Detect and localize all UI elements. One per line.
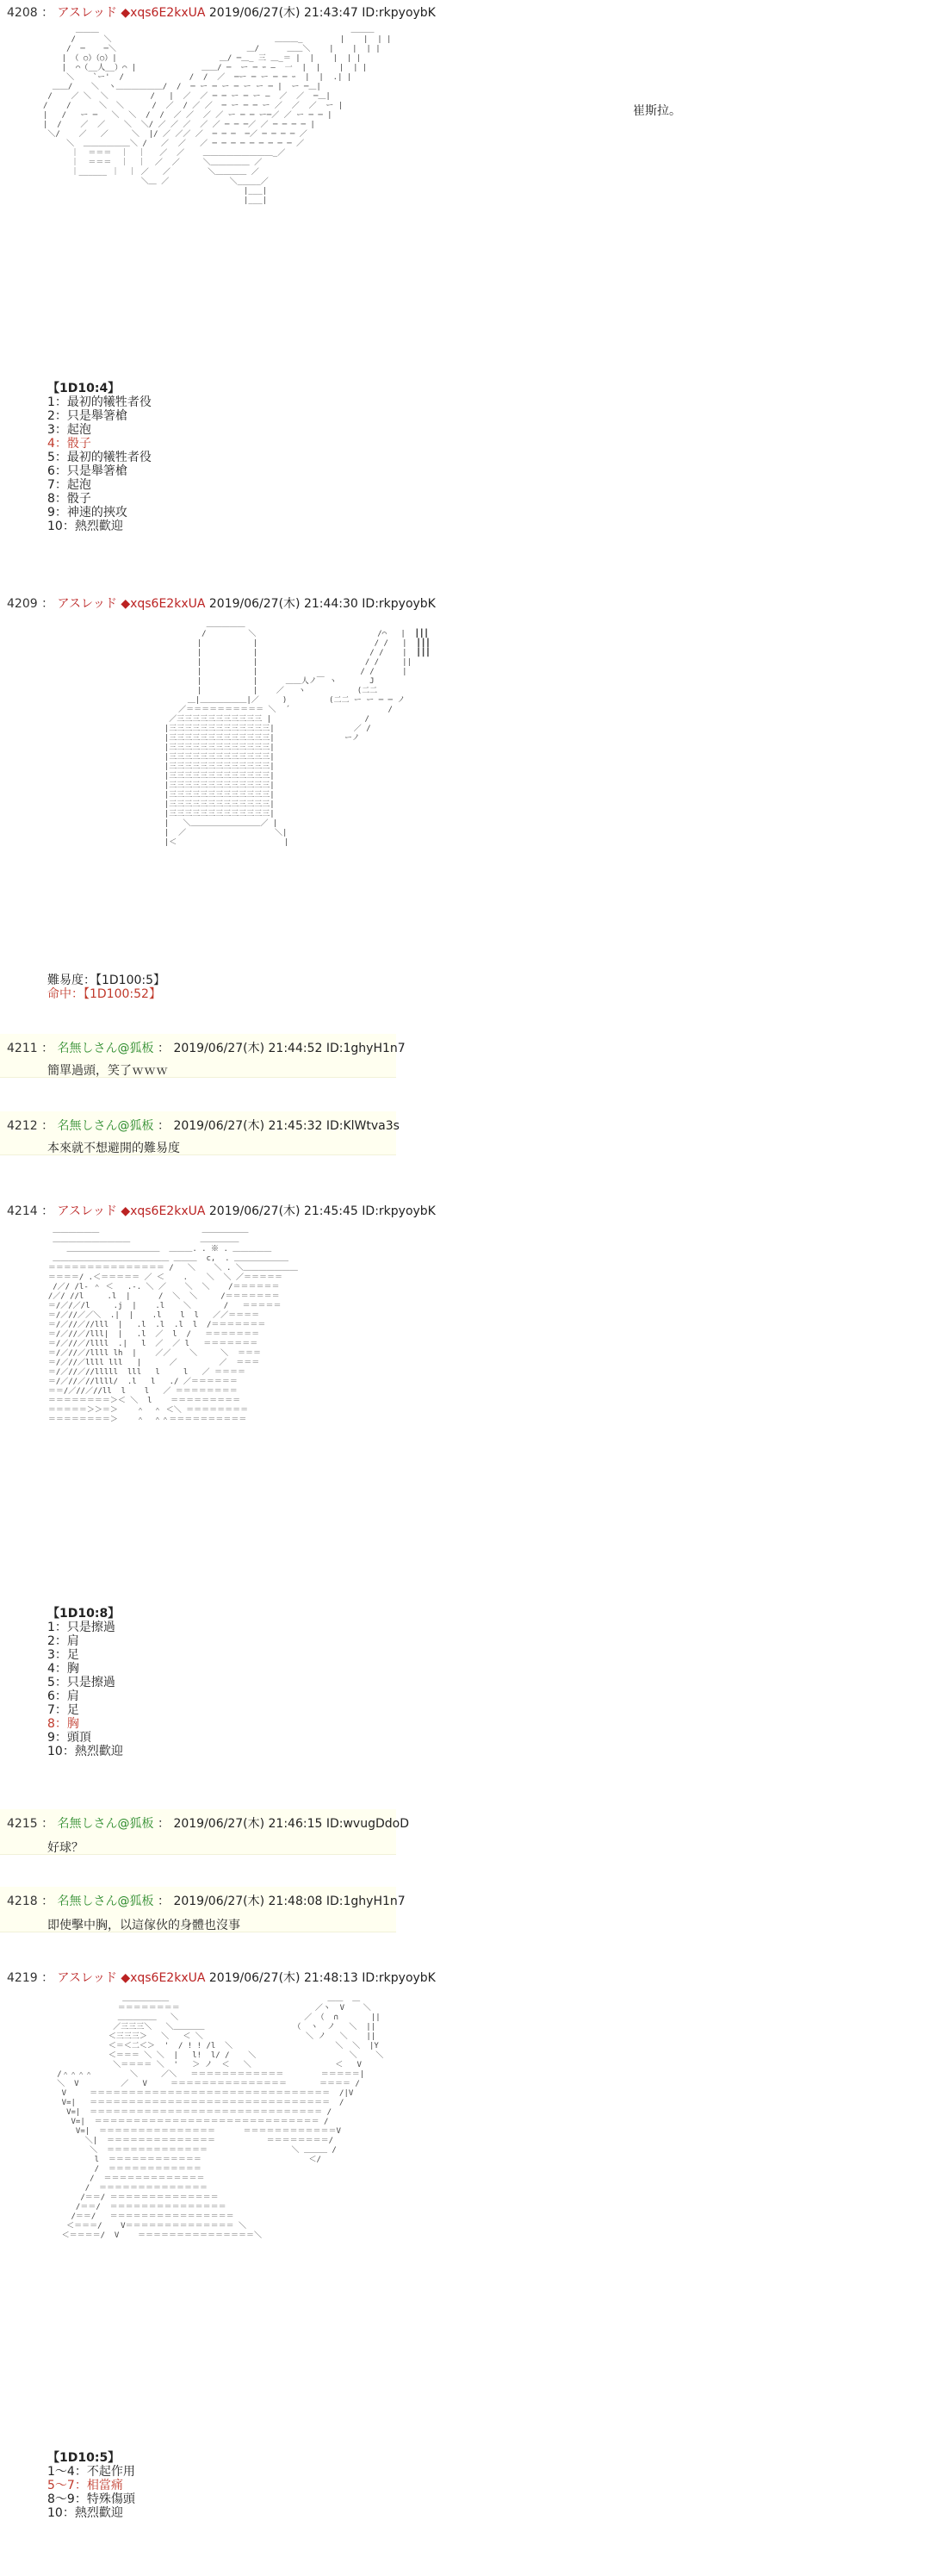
- poster-name: 名無しさん@狐板: [57, 1042, 154, 1055]
- poster-trip: ◆xqs6E2kxUA: [121, 597, 206, 611]
- list-item-highlighted: 4：骰子: [47, 437, 91, 451]
- poster-name: 名無しさん@狐板: [57, 1895, 154, 1908]
- post-number[interactable]: 4212: [7, 1119, 38, 1133]
- post-date: 2019/06/27(木) 21:48:08: [173, 1895, 323, 1908]
- poster-id[interactable]: ID:rkpyoybK: [362, 597, 436, 611]
- ascii-art: ＿＿＿＿＿＿ ＿＿ ＿ ＝＝＝＝＝＝＝＝ ／ヽ V ＼ ＿＿＿＿＿ ＼ ／ （ ∩ || ／三三三＼ ＼＿＿＿＿ （ ヽ ノ ＼ || ＜三三三＞ ＼ ＜ ＼ ＼ ノ ＼ || ＜＝＜二＜＞ ' / ! ! /l ＼ ＼ ＼ |Y ＜＝＝＝ ＼ ＼ | l! l/ / ＼ ＼ ＼ ＼＝＝＝＝ ＼ ' ＞ ノ ＜ ＼ ＜ V /＾＾＾＾ ＼ ／＼ ＝＝＝＝＝＝＝＝＝＝＝＝ ＝＝＝＝＝| ＼ V ／ V ＝＝＝＝＝＝＝＝＝＝＝＝＝＝＝ ＝＝＝＝ / V ＝＝＝＝＝＝＝＝＝＝＝＝＝＝＝＝＝＝＝＝＝＝＝＝＝＝＝＝＝＝＝ /|V V=| ＝＝＝＝＝＝＝＝＝＝＝＝＝＝＝＝＝＝＝＝＝＝＝＝＝＝＝＝＝＝＝ / V=| ＝＝＝＝＝＝＝＝＝＝＝＝＝＝＝＝＝＝＝＝＝＝＝＝＝＝＝＝＝＝ / V=| ＝＝＝＝＝＝＝＝＝＝＝＝＝＝＝＝＝＝＝＝＝＝＝＝＝＝＝＝＝ / V=| ＝＝＝＝＝＝＝＝＝＝＝＝＝＝＝ ＝＝＝＝＝＝＝＝＝＝＝＝V ＼| ＝＝＝＝＝＝＝＝＝＝＝＝＝＝ ＝＝＝＝＝＝＝＝/ ＼ ＝＝＝＝＝＝＝＝＝＝＝＝＝ ＼ ＿＿＿ / l ＝＝＝＝＝＝＝＝＝＝＝＝ ＜/ / ＝＝＝＝＝＝＝＝＝＝＝＝ / ＝＝＝＝＝＝＝＝＝＝＝＝＝ / ＝＝＝＝＝＝＝＝＝＝＝＝＝＝ /＝＝/ ＝＝＝＝＝＝＝＝＝＝＝＝＝＝ /＝＝/ ＝＝＝＝＝＝＝＝＝＝＝＝＝＝＝ /＝＝/ ＝＝＝＝＝＝＝＝＝＝＝＝＝＝＝＝ ＜＝＝＝/ V＝＝＝＝＝＝＝＝＝＝＝＝＝＝ ＼ ＜＝＝＝＝/ V ＝＝＝＝＝＝＝＝＝＝＝＝＝＝＝＼: [57, 1994, 384, 2240]
- list-item: 3：足: [47, 1648, 79, 1662]
- post-date: 2019/06/27(木) 21:48:13: [208, 1971, 358, 1985]
- list-item: 6：肩: [47, 1689, 79, 1703]
- post-body: 即使擊中胸，以這傢伙的身體也沒事: [47, 1919, 240, 1932]
- dice-result: 【1D10:4】: [47, 382, 121, 395]
- post-number[interactable]: 4219: [7, 1971, 38, 1985]
- list-item: 7：足: [47, 1703, 79, 1717]
- post-header: 4209 ： アスレッド ◆xqs6E2kxUA 2019/06/27(木) 21:44:30 ID:rkpyoybK: [7, 597, 436, 611]
- list-item-highlighted: 5～7：相當痛: [47, 2479, 123, 2492]
- post-header: 4215 ： 名無しさん@狐板 ： 2019/06/27(木) 21:46:15 ID:wvugDdoD: [7, 1817, 409, 1831]
- post-number[interactable]: 4214: [7, 1204, 38, 1218]
- list-item: 4：胸: [47, 1662, 79, 1676]
- hit-line: 命中：【1D100:52】: [47, 987, 161, 1001]
- poster-id[interactable]: ID:KlWtva3s: [326, 1119, 400, 1133]
- post-header: 4212 ： 名無しさん@狐板 ： 2019/06/27(木) 21:45:32 ID:KlWtva3s: [7, 1119, 400, 1133]
- difficulty-line: 難易度：【1D100:5】: [47, 974, 166, 987]
- dice-list: [47, 1607, 123, 1758]
- post-date: 2019/06/27(木) 21:44:30: [208, 597, 358, 611]
- list-item: 5：只是擦過: [47, 1676, 115, 1689]
- post-header: 4208 ： アスレッド ◆xqs6E2kxUA 2019/06/27(木) 21:43:47 ID:rkpyoybK: [7, 6, 436, 20]
- list-item: 5：最初的犧牲者役: [47, 451, 152, 464]
- side-caption: 崔斯拉。: [633, 104, 681, 118]
- poster-name: アスレッド: [57, 1971, 117, 1985]
- difficulty-lines: [47, 974, 165, 1001]
- poster-name: アスレッド: [57, 597, 117, 611]
- poster-id[interactable]: ID:rkpyoybK: [362, 1971, 436, 1985]
- poster-id[interactable]: ID:rkpyoybK: [362, 6, 436, 20]
- post-body: 簡單過頭，笑了ｗｗｗ: [47, 1064, 168, 1078]
- list-item: 3：起泡: [47, 423, 91, 437]
- list-item: 10：熱烈歡迎: [47, 520, 123, 533]
- post-number[interactable]: 4211: [7, 1042, 38, 1055]
- list-item: 10：熱烈歡迎: [47, 1745, 123, 1758]
- list-item: 2：只是舉箸槍: [47, 409, 127, 423]
- list-item: 8～9：特殊傷頭: [47, 2492, 135, 2506]
- list-item: 10：熱烈歡迎: [47, 2506, 123, 2520]
- post-number[interactable]: 4208: [7, 6, 38, 20]
- poster-trip: ◆xqs6E2kxUA: [121, 6, 206, 20]
- list-item: 1：只是擦過: [47, 1621, 115, 1634]
- dice-list: [47, 2451, 135, 2520]
- list-item: 9：神速的挾攻: [47, 506, 127, 520]
- ascii-art: ＿＿＿ ＿＿＿ / ＼ ＿＿＿_ | | | | / ─ ─＼ ＿/ ＿＿＼ | | | | | （ ○）（○）| ＿/ ─＿_ 三 ＿_＝ | | | | | | ⌒（__人__）⌒ | ＿＿/ ─ ー ─ ｰ ― 一 | | | | | ＼ `ー' / / / ／ ─ー ─ ー ─ ─ ｰ | | .| | ＿＿/ ＼ ヽ＿＿＿＿＿＿/ / ─ ー ─ ー ─ ー ー ─ | ー ─＿| / ／ ＼ ＼ / | ／ ／ ─ ─ ー ─ ー ― ／ ／ ─＿| / / ＼ ＼ / ／ / ／ ／ ─ ー ─ ─ ー ／ ／ ／ ー | | / ー ─ ＼ ＼ / / ／ ／ ／ ／ ー ─ ─ ー─／ ／ ー ─ ─ | | / ／ ／ ＼ ＼/ ／ ／ ／ ／ ／ ─ ─ ─／ ／ ─ ─ ─ ─ | ＼/ ／ ／ ＼ |/ ／ ／／ ／ ─ ─ ─ ─／ ─ ─ ─ ─ ／ ＼ ＿＿＿＿＿＿＼ / ／ ／ ／ ─ ─ ─ ─ ─ ─ ─ ─ ─ ／ ｜ ＝＝＝ ｜ ｜ ／ ／ ＿＿＿＿＿＿＿＿＿_／ ｜ ＝＝＝ ｜ ｜ ／ ／ ＼＿＿＿＿＿ ／ ｜______ ｜ ｜ ／ ／ ＼＿＿＿＿ ／ ＼＿ ／ ＼_____／ |___| |___|: [43, 26, 392, 205]
- list-item: 1：最初的犧牲者役: [47, 395, 152, 409]
- ascii-art: ＿＿＿＿＿ / ＼ /⌒ | ┃┃┃ | | / / | ┃┃┃ | | / / | ┃┃┃ | | / / || | | / / | | | ＿＿人ノ￣ ヽ J | | ／ ヽ (二二 ＿|＿＿＿＿＿＿|／ ) (二二 ー ー ─ ─ ノ ／＝＝＝＝＝＝＝＝＝＝ ＼ ´ / ／三三三三三三三三三三三 | / |三三三三三三三三三三三三三| ／ / |三三三三三三三三三三三三三| ーノ |三三三三三三三三三三三三三| |三三三三三三三三三三三三三| |三三三三三三三三三三三三三| |三三三三三三三三三三三三三| |三三三三三三三三三三三三三| |三三三三三三三三三三三三三| |三三三三三三三三三三三三三| |三三三三三三三三三三三三三| | ＼＿＿＿＿＿＿＿＿＿／ | | ／ ＼| |＜ |: [164, 620, 431, 847]
- post-date: 2019/06/27(木) 21:45:45: [208, 1204, 358, 1218]
- poster-id[interactable]: ID:rkpyoybK: [362, 1204, 436, 1218]
- post-date: 2019/06/27(木) 21:46:15: [173, 1817, 323, 1831]
- dice-result: 【1D10:8】: [47, 1607, 121, 1621]
- list-item: 6：只是舉箸槍: [47, 464, 127, 478]
- list-item-highlighted: 8：胸: [47, 1717, 79, 1731]
- poster-trip: ◆xqs6E2kxUA: [121, 1204, 206, 1218]
- post-date: 2019/06/27(木) 21:45:32: [173, 1119, 323, 1133]
- post-date: 2019/06/27(木) 21:43:47: [208, 6, 358, 20]
- poster-name: 名無しさん@狐板: [57, 1119, 154, 1133]
- post-header: 4219 ： アスレッド ◆xqs6E2kxUA 2019/06/27(木) 21:48:13 ID:rkpyoybK: [7, 1971, 436, 1985]
- poster-name: 名無しさん@狐板: [57, 1817, 154, 1831]
- list-item: 1～4：不起作用: [47, 2465, 135, 2479]
- post-header: 4218 ： 名無しさん@狐板 ： 2019/06/27(木) 21:48:08 ID:1ghyH1n7: [7, 1895, 406, 1908]
- post-number[interactable]: 4218: [7, 1895, 38, 1908]
- poster-trip: ◆xqs6E2kxUA: [121, 1971, 206, 1985]
- post-header: 4211 ： 名無しさん@狐板 ： 2019/06/27(木) 21:44:52 ID:1ghyH1n7: [7, 1042, 406, 1055]
- list-item: 2：肩: [47, 1634, 79, 1648]
- list-item: 9：頭頂: [47, 1731, 91, 1745]
- post-date: 2019/06/27(木) 21:44:52: [173, 1042, 323, 1055]
- post-header: 4214 ： アスレッド ◆xqs6E2kxUA 2019/06/27(木) 21:45:45 ID:rkpyoybK: [7, 1204, 436, 1218]
- poster-id[interactable]: ID:1ghyH1n7: [326, 1042, 406, 1055]
- post-body: 本來就不想避開的難易度: [47, 1142, 180, 1155]
- post-number[interactable]: 4209: [7, 597, 38, 611]
- post-body: 好球？: [47, 1841, 84, 1855]
- list-item: 7：起泡: [47, 478, 91, 492]
- poster-id[interactable]: ID:1ghyH1n7: [326, 1895, 406, 1908]
- dice-result: 【1D10:5】: [47, 2451, 121, 2465]
- list-item: 8：骰子: [47, 492, 91, 506]
- post-number[interactable]: 4215: [7, 1817, 38, 1831]
- poster-name: アスレッド: [57, 1204, 117, 1218]
- poster-id[interactable]: ID:wvugDdoD: [326, 1817, 409, 1831]
- poster-name: アスレッド: [57, 6, 117, 20]
- ascii-art: ＿＿＿＿＿＿ ＿＿＿＿＿＿ ＿＿＿＿＿＿＿＿＿＿ ＿＿＿＿＿ ＿＿＿＿＿＿＿＿＿＿＿＿ ＿＿＿. . ※ . ＿＿＿＿＿ ＿＿＿＿＿＿＿＿＿＿＿＿＿＿＿ ＿＿＿ c, . ＿＿＿＿＿＿＿ ＝＝＝＝＝＝＝＝＝＝＝＝＝＝＝ / ＼ ＼ . ＼＿＿＿＿＿＿＿ ＝＝＝＝/ .＜＝＝＝＝＝ ／ ＜ . ＼ ＼ ／＝＝＝＝＝ /／/ /l- ＾ ＜ .-. ＼ ／ ＼ ＼ /＝＝＝＝＝＝ /／/ //l .l | / ＼ ＼ /＝＝＝＝＝＝＝ ＝/／/／/l .j | .l ＼ / ＝＝＝＝＝ ＝/／//／／＼ .| | .l l l ／／＝＝＝＝ ＝/／//／//lll | .l .l .l l /＝＝＝＝＝＝＝ ＝/／//／/lll| | .l ／ l / ＝＝＝＝＝＝＝ ＝/／//／/llll .| l ／ ／ l ＝＝＝＝＝＝＝ ＝/／//／/llll lh | ／／ ＼ ＼ ＝＝＝ ＝/／//／llll lll | ／ ／ ＝＝＝ ＝/／//／//lllll lll l l ／ ＝＝＝＝ ＝/／//／//llll/ .l l ./ ／＝＝＝＝＝＝ ＝＝/／//／//ll l l ／ ＝＝＝＝＝＝＝＝ ＝＝＝＝＝＝＝＝＞＜ ＼ l ＝＝＝＝＝＝＝＝＝ ＝＝＝＝＝＞＞＝＞ ＾ ＾ ＜＼ ＝＝＝＝＝＝＝＝ ＝＝＝＝＝＝＝＝＞ ＾ ＾＾＝＝＝＝＝＝＝＝＝＝: [47, 1226, 298, 1424]
- dice-list: [47, 382, 152, 533]
